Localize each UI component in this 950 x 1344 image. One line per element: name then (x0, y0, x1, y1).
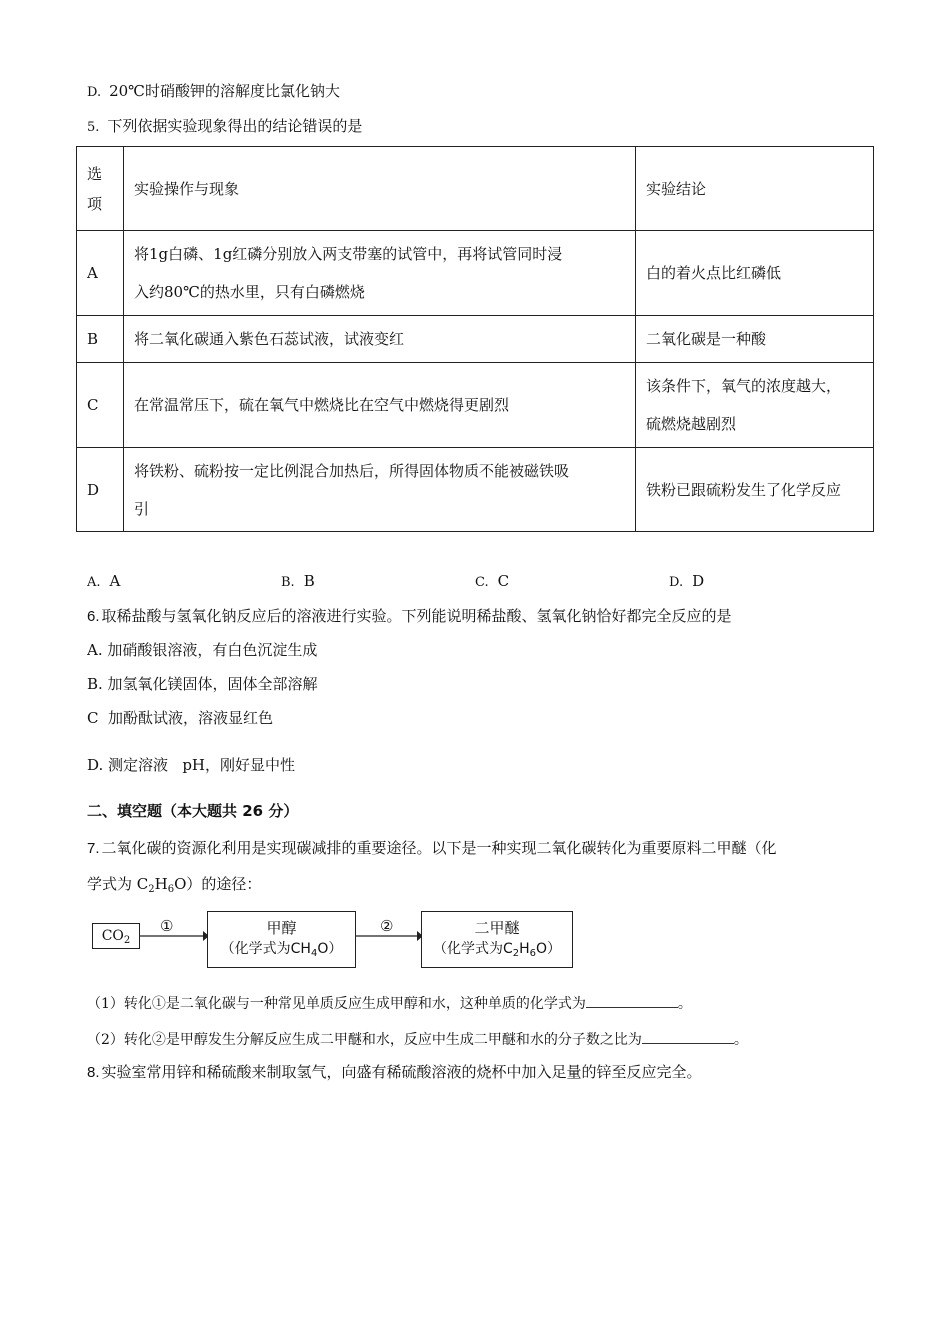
q5-option-c-text: C (497, 572, 510, 590)
subscript: 6 (529, 948, 537, 959)
q5-stem (87, 116, 362, 138)
q5-option-a-label: A. (87, 575, 101, 590)
subscript: 2 (512, 948, 520, 959)
dimethyl-ether-title: 二甲醚 (474, 919, 520, 937)
subscript: 6 (167, 884, 175, 895)
q5-option-a (87, 572, 120, 590)
arrow-1 (139, 929, 209, 943)
q7-sub1-text: （1）转化①是二氧化碳与一种常见单质反应生成甲醇和水，这种单质的化学式为 (87, 996, 586, 1012)
row-option: A (77, 231, 124, 316)
q7-stem-text2-mid: H (154, 875, 168, 893)
operation-line: 引 (134, 499, 150, 518)
dme-formula-post: O） (536, 941, 562, 957)
header-operation: 实验操作与现象 (124, 147, 636, 231)
answer-blank-1[interactable] (586, 993, 678, 1008)
q6-option-b: B. 加氢氧化镁固体，固体全部溶解 (87, 675, 318, 693)
conclusion-line: 该条件下，氧气的浓度越大， (646, 377, 842, 395)
answer-blank-2[interactable] (642, 1029, 734, 1044)
row-operation: 在常温常压下，硫在氧气中燃烧比在空气中燃烧得更剧烈 (124, 363, 636, 448)
q5-stem-text: 下列依据实验现象得出的结论错误的是 (107, 117, 363, 135)
conclusion-line: 硫燃烧越剧烈 (646, 415, 737, 433)
q7-stem-text2: 学式为 C (87, 875, 149, 893)
q5-option-c (475, 572, 509, 590)
q6-option-c: C 加酚酞试液，溶液显红色 (87, 709, 274, 727)
q6-number: 6. (87, 608, 100, 625)
q7-sub2 (87, 1029, 748, 1050)
methanol-formula (208, 938, 355, 960)
q4-option-d-label: D. (87, 85, 102, 100)
header-conclusion: 实验结论 (636, 147, 874, 231)
q5-option-c-label: C. (475, 575, 489, 590)
q6-option-d: D. 测定溶液 pH，刚好显中性 (87, 756, 296, 774)
q5-table (76, 146, 874, 532)
conclusion-line: 白的着火点比红磷低 (646, 264, 782, 282)
q7-stem-line2 (87, 874, 261, 894)
table-row (77, 363, 874, 448)
q6-stem-text: 取稀盐酸与氢氧化钠反应后的溶液进行实验。下列能说明稀盐酸、氢氧化钠恰好都完全反应的是 (101, 607, 732, 625)
methanol-formula-pre: （化学式为CH (220, 941, 311, 957)
q7-sub2-end: 。 (733, 1032, 748, 1048)
row-conclusion: 二氧化碳是一种酸 (636, 316, 874, 363)
table-row (77, 231, 874, 316)
co2-box (92, 923, 140, 949)
row-operation (124, 231, 636, 316)
header-option-text: 选项 (87, 164, 103, 213)
q8-stem-text: 实验室常用锌和稀硫酸来制取氢气，向盛有稀硫酸溶液的烧杯中加入足量的锌至反应完全。 (101, 1063, 702, 1081)
q7-sub2-text: （2）转化②是甲醇发生分解反应生成二甲醚和水，反应中生成二甲醚和水的分子数之比为 (87, 1032, 642, 1048)
q7-stem-text2-post: O）的途径： (174, 875, 262, 893)
q7-stem-text1: 二氧化碳的资源化利用是实现碳减排的重要途径。以下是一种实现二氧化碳转化为重要原料二甲醚（化 (101, 839, 777, 857)
q4-option-d (87, 81, 340, 103)
q7-sub1-end: 。 (677, 996, 692, 1012)
q6-option-a: A. 加硝酸银溶液，有白色沉淀生成 (87, 641, 318, 659)
table-header-row (77, 147, 874, 231)
row-conclusion (636, 231, 874, 316)
row-option: B (77, 316, 124, 363)
q8-stem (87, 1062, 702, 1083)
dimethyl-ether-box (421, 911, 573, 968)
subscript: 4 (310, 948, 318, 959)
methanol-formula-post: O） (317, 941, 343, 957)
row-option: C (77, 363, 124, 448)
q5-option-b-text: B (303, 572, 315, 590)
q5-option-d (669, 572, 704, 590)
operation-line: 将1g白磷、1g红磷分别放入两支带塞的试管中，再将试管同时浸 (134, 245, 563, 263)
row-option: D (77, 448, 124, 532)
q5-option-b (281, 572, 315, 590)
q7-stem-line1 (87, 838, 777, 859)
q5-option-d-text: D (692, 572, 705, 590)
q5-number: 5. (87, 120, 100, 135)
section-title: 二、填空题（本大题共 26 分） (87, 802, 299, 820)
table-row (77, 448, 874, 532)
arrow-2 (355, 929, 423, 943)
subscript: 2 (148, 884, 155, 895)
methanol-box (207, 911, 356, 968)
q7-sub1 (87, 993, 692, 1014)
step2-label: ② (380, 917, 394, 935)
methanol-title: 甲醇 (266, 919, 297, 937)
q4-option-d-text: 20℃时硝酸钾的溶解度比氯化钠大 (109, 82, 340, 100)
q7-number: 7. (87, 840, 100, 857)
q6-stem (87, 606, 732, 627)
row-conclusion: 铁粉已跟硫粉发生了化学反应 (636, 448, 874, 532)
dme-formula-pre: （化学式为C (432, 941, 513, 957)
dimethyl-ether-formula (422, 938, 572, 960)
row-operation: 将二氧化碳通入紫色石蕊试液，试液变红 (124, 316, 636, 363)
q5-option-a-text: A (109, 572, 121, 590)
dme-formula-mid: H (519, 941, 530, 957)
table-row (77, 316, 874, 363)
q5-option-d-label: D. (669, 575, 684, 590)
row-operation (124, 448, 636, 532)
q8-number: 8. (87, 1064, 100, 1081)
operation-line: 将铁粉、硫粉按一定比例混合加热后，所得固体物质不能被磁铁吸 (134, 461, 570, 480)
co2-text: CO (101, 928, 124, 944)
row-conclusion (636, 363, 874, 448)
step1-label: ① (160, 917, 174, 935)
header-option (77, 147, 124, 231)
subscript: 2 (123, 935, 131, 946)
operation-line: 入约80℃的热水里，只有白磷燃烧 (134, 283, 365, 301)
q5-option-b-label: B. (281, 575, 295, 590)
